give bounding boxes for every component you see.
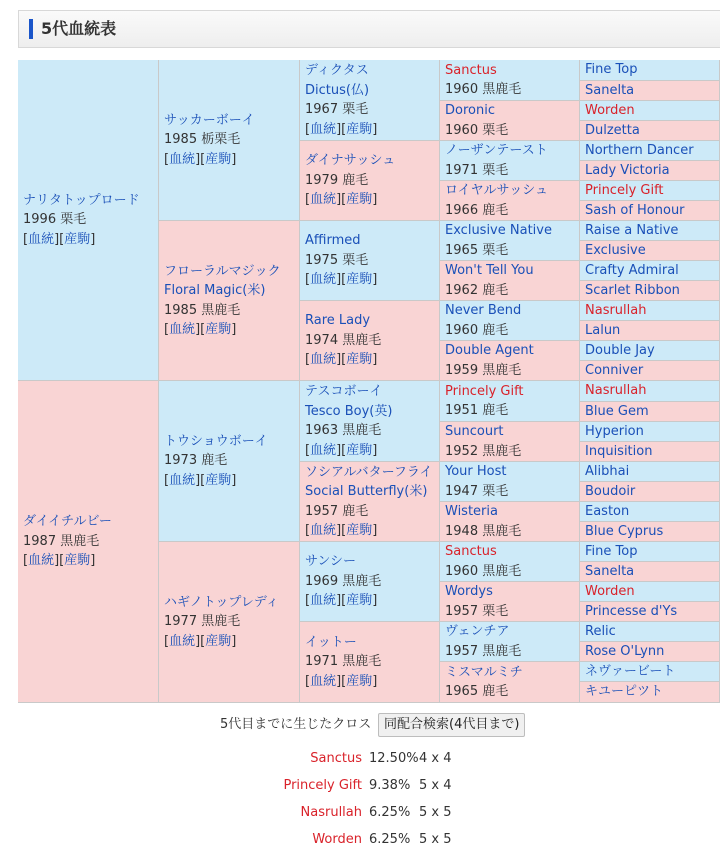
horse-year-coat: 1960 黒鹿毛 bbox=[445, 82, 522, 97]
horse-name-link[interactable]: Boudoir bbox=[585, 483, 636, 499]
pedigree-cell bbox=[580, 141, 720, 161]
horse-name-link[interactable]: トウショウボーイ bbox=[164, 433, 268, 449]
pedigree-cell bbox=[580, 221, 720, 241]
offspring-link[interactable]: 産駒 bbox=[205, 151, 232, 167]
horse-name-link[interactable]: Blue Cyprus bbox=[585, 523, 664, 539]
pedigree-cell bbox=[18, 381, 159, 703]
lineage-link[interactable]: 血統 bbox=[310, 121, 337, 137]
horse-name-link[interactable]: フローラルマジック bbox=[164, 263, 281, 279]
horse-name-link[interactable]: Won't Tell You bbox=[445, 263, 534, 278]
horse-name-link[interactable]: Your Host bbox=[445, 464, 507, 479]
horse-foreign-name-link[interactable]: Floral Magic(米) bbox=[164, 283, 266, 298]
pedigree-cell bbox=[580, 462, 720, 482]
horse-name-link[interactable]: ネヴァービート bbox=[585, 663, 676, 679]
horse-year-coat: 1947 栗毛 bbox=[445, 483, 509, 499]
lineage-link[interactable]: 血統 bbox=[310, 523, 337, 538]
horse-name-link[interactable]: Exclusive bbox=[585, 242, 646, 258]
horse-year-coat: 1979 鹿毛 bbox=[305, 172, 369, 188]
pedigree-cell bbox=[440, 341, 580, 381]
pedigree-cell bbox=[440, 422, 580, 462]
horse-year-coat: 1952 黒鹿毛 bbox=[445, 443, 522, 459]
horse-year-coat: 1960 栗毛 bbox=[445, 122, 509, 138]
offspring-link[interactable]: 産駒 bbox=[346, 442, 373, 458]
horse-links: [血統][産駒] bbox=[23, 553, 96, 569]
horse-name-link[interactable]: ヴェンチア bbox=[445, 624, 510, 639]
horse-name-link[interactable]: Blue Gem bbox=[585, 403, 649, 419]
offspring-link[interactable]: 産駒 bbox=[346, 192, 373, 208]
lineage-link[interactable]: 血統 bbox=[310, 272, 337, 288]
offspring-link[interactable]: 産駒 bbox=[205, 322, 232, 337]
horse-name-link[interactable]: Scarlet Ribbon bbox=[585, 282, 680, 298]
pedigree-cell bbox=[580, 261, 720, 281]
horse-name-link[interactable]: Northern Dancer bbox=[585, 142, 694, 158]
horse-name-link[interactable]: Princely Gift bbox=[585, 182, 664, 198]
pedigree-cell bbox=[580, 642, 720, 662]
cross-generation: 5 x 4 bbox=[419, 778, 452, 793]
horse-year-coat: 1957 鹿毛 bbox=[305, 503, 369, 519]
pedigree-cell bbox=[580, 81, 720, 101]
horse-links: [血統][産駒] bbox=[305, 673, 378, 689]
horse-name-link[interactable]: テスコボーイ bbox=[305, 384, 383, 399]
cross-row bbox=[0, 830, 720, 850]
horse-name-link[interactable]: Double Jay bbox=[585, 342, 655, 358]
page-title: 5代血統表 bbox=[41, 19, 117, 38]
pedigree-cell bbox=[440, 381, 580, 422]
horse-name-link[interactable]: Worden bbox=[585, 102, 635, 118]
pedigree-cell bbox=[300, 462, 440, 542]
horse-name-link[interactable]: Double Agent bbox=[445, 343, 534, 358]
horse-name-link[interactable]: Exclusive Native bbox=[445, 223, 552, 238]
horse-name-link[interactable]: Raise a Native bbox=[585, 222, 679, 238]
horse-year-coat: 1959 黒鹿毛 bbox=[445, 362, 522, 378]
horse-year-coat: 1967 栗毛 bbox=[305, 102, 369, 117]
horse-year-coat: 1971 栗毛 bbox=[445, 162, 509, 178]
pedigree-cell bbox=[440, 622, 580, 662]
horse-year-coat: 1985 栃栗毛 bbox=[164, 132, 241, 148]
horse-links: [血統][産駒] bbox=[164, 322, 237, 337]
horse-name-link[interactable]: Suncourt bbox=[445, 424, 504, 439]
horse-name-link[interactable]: ダイイチルビー bbox=[23, 514, 112, 530]
horse-name-link[interactable]: Sanelta bbox=[585, 82, 635, 98]
horse-name-link[interactable]: ミスマルミチ bbox=[445, 664, 523, 680]
offspring-link[interactable]: 産駒 bbox=[205, 633, 232, 649]
lineage-link[interactable]: 血統 bbox=[310, 673, 337, 689]
horse-links: [血統][産駒] bbox=[305, 121, 378, 137]
horse-name-link[interactable]: Lalun bbox=[585, 322, 621, 338]
horse-name-link[interactable]: Sash of Honour bbox=[585, 202, 685, 218]
cross-generation: 5 x 5 bbox=[419, 805, 452, 820]
pedigree-cell bbox=[440, 221, 580, 261]
horse-year-coat: 1965 栗毛 bbox=[445, 242, 509, 258]
lineage-link[interactable]: 血統 bbox=[310, 192, 337, 208]
pedigree-cell bbox=[18, 60, 159, 381]
horse-name-link[interactable]: Sanctus bbox=[445, 544, 497, 559]
horse-name-link[interactable]: Lady Victoria bbox=[585, 162, 670, 178]
offspring-link[interactable]: 産駒 bbox=[346, 523, 373, 538]
horse-year-coat: 1965 鹿毛 bbox=[445, 684, 509, 699]
pedigree-cell bbox=[580, 381, 720, 402]
cross-row bbox=[0, 749, 720, 769]
horse-year-coat: 1969 黒鹿毛 bbox=[305, 573, 382, 589]
cross-row bbox=[0, 776, 720, 796]
pedigree-cell bbox=[580, 101, 720, 121]
pedigree-cell bbox=[580, 422, 720, 442]
pedigree-table bbox=[18, 60, 720, 703]
horse-links: [血統][産駒] bbox=[164, 151, 237, 167]
pedigree-cell bbox=[159, 542, 300, 703]
horse-links: [血統][産駒] bbox=[305, 272, 378, 288]
horse-year-coat: 1985 黒鹿毛 bbox=[164, 302, 241, 318]
horse-name-link[interactable]: Worden bbox=[585, 583, 635, 599]
pedigree-cell bbox=[580, 301, 720, 321]
pedigree-cell bbox=[440, 261, 580, 301]
cross-generation: 5 x 5 bbox=[419, 832, 452, 847]
horse-name-link[interactable]: サンシー bbox=[305, 554, 357, 570]
pedigree-cell bbox=[440, 662, 580, 703]
horse-links: [血統][産駒] bbox=[305, 442, 378, 458]
lineage-link[interactable]: 血統 bbox=[310, 442, 337, 458]
horse-name-link[interactable]: Rare Lady bbox=[305, 313, 371, 329]
offspring-link[interactable]: 産駒 bbox=[346, 272, 373, 288]
horse-year-coat: 1977 黒鹿毛 bbox=[164, 614, 241, 630]
horse-links: [血統][産駒] bbox=[305, 192, 378, 208]
pedigree-cell bbox=[440, 582, 580, 622]
horse-year-coat: 1957 栗毛 bbox=[445, 603, 509, 619]
horse-foreign-name-link[interactable]: Social Butterfly(米) bbox=[305, 484, 428, 499]
horse-links: [血統][産駒] bbox=[305, 593, 378, 609]
offspring-link[interactable]: 産駒 bbox=[346, 121, 373, 137]
horse-name-link[interactable]: Princesse d'Ys bbox=[585, 603, 678, 619]
horse-name-link[interactable]: Alibhai bbox=[585, 463, 630, 479]
horse-name-link[interactable]: Hyperion bbox=[585, 423, 644, 439]
horse-name-link[interactable]: ノーザンテースト bbox=[445, 143, 548, 158]
horse-year-coat: 1962 鹿毛 bbox=[445, 282, 509, 298]
pedigree-cell bbox=[440, 141, 580, 181]
cross-percentage: 6.25% bbox=[369, 805, 411, 820]
pedigree-cell bbox=[580, 241, 720, 261]
cross-percentage: 9.38% bbox=[369, 778, 411, 793]
horse-name-link[interactable]: Crafty Admiral bbox=[585, 262, 679, 278]
horse-name-link[interactable]: Wordys bbox=[445, 584, 493, 599]
pedigree-cell bbox=[440, 462, 580, 502]
pedigree-cell bbox=[580, 562, 720, 582]
lineage-link[interactable]: 血統 bbox=[169, 633, 196, 649]
pedigree-cell bbox=[580, 341, 720, 361]
pedigree-cell bbox=[440, 60, 580, 101]
pedigree-cell bbox=[580, 682, 720, 703]
header-accent-bar bbox=[29, 19, 33, 39]
cross-horse-link[interactable]: Nasrullah bbox=[300, 805, 362, 820]
horse-links: [血統][産駒] bbox=[23, 231, 96, 247]
pedigree-cell bbox=[580, 402, 720, 422]
horse-name-link[interactable]: Relic bbox=[585, 623, 616, 639]
horse-year-coat: 1948 黒鹿毛 bbox=[445, 523, 522, 539]
same-mating-search-button[interactable]: 同配合検索(4代目まで) bbox=[378, 713, 525, 737]
horse-links: [血統][産駒] bbox=[164, 472, 237, 488]
horse-name-link[interactable]: Princely Gift bbox=[445, 383, 524, 399]
horse-name-link[interactable]: Never Bend bbox=[445, 303, 522, 318]
pedigree-cell bbox=[580, 522, 720, 542]
pedigree-cell bbox=[580, 502, 720, 522]
lineage-link[interactable]: 血統 bbox=[310, 593, 337, 609]
pedigree-cell bbox=[580, 662, 720, 682]
horse-foreign-name-link[interactable]: Tesco Boy(英) bbox=[305, 403, 393, 419]
pedigree-cell bbox=[440, 542, 580, 582]
pedigree-cell bbox=[580, 161, 720, 181]
pedigree-cell bbox=[580, 602, 720, 622]
horse-name-link[interactable]: Dulzetta bbox=[585, 122, 640, 138]
horse-name-link[interactable]: ソシアルバターフライ bbox=[305, 464, 433, 480]
offspring-link[interactable]: 産駒 bbox=[346, 593, 373, 609]
pedigree-cell bbox=[300, 141, 440, 221]
horse-name-link[interactable]: ディクタス bbox=[305, 63, 369, 78]
horse-name-link[interactable]: Doronic bbox=[445, 103, 495, 118]
horse-name-link[interactable]: Fine Top bbox=[585, 62, 638, 78]
pedigree-cell bbox=[300, 542, 440, 622]
pedigree-cell bbox=[580, 121, 720, 141]
cross-row bbox=[0, 803, 720, 823]
pedigree-cell bbox=[580, 201, 720, 221]
cross-horse-link[interactable]: Worden bbox=[312, 832, 362, 847]
horse-name-link[interactable]: Sanctus bbox=[445, 62, 497, 78]
pedigree-cell bbox=[300, 622, 440, 703]
horse-links: [血統][産駒] bbox=[305, 523, 378, 538]
horse-year-coat: 1957 黒鹿毛 bbox=[445, 643, 522, 659]
horse-name-link[interactable]: Rose O'Lynn bbox=[585, 643, 665, 659]
cross-percentage: 6.25% bbox=[369, 832, 411, 847]
cross-generation: 4 x 4 bbox=[419, 751, 452, 766]
horse-name-link[interactable]: イットー bbox=[305, 634, 357, 650]
offspring-link[interactable]: 産駒 bbox=[205, 472, 232, 488]
horse-name-link[interactable]: ロイヤルサッシュ bbox=[445, 183, 548, 198]
horse-name-link[interactable]: Wisteria bbox=[445, 504, 498, 519]
horse-name-link[interactable]: Inquisition bbox=[585, 443, 653, 459]
pedigree-cell bbox=[440, 181, 580, 221]
horse-name-link[interactable]: キユーピツト bbox=[585, 684, 664, 700]
horse-links: [血統][産駒] bbox=[164, 633, 237, 649]
lineage-link[interactable]: 血統 bbox=[169, 472, 196, 488]
pedigree-cell bbox=[300, 381, 440, 462]
lineage-link[interactable]: 血統 bbox=[169, 322, 196, 337]
horse-year-coat: 1973 鹿毛 bbox=[164, 453, 228, 469]
pedigree-cell bbox=[580, 281, 720, 301]
horse-name-link[interactable]: ダイナサッシュ bbox=[305, 153, 396, 169]
pedigree-cell bbox=[440, 101, 580, 141]
horse-year-coat: 1971 黒鹿毛 bbox=[305, 654, 382, 670]
horse-year-coat: 1974 黒鹿毛 bbox=[305, 332, 382, 348]
horse-year-coat: 1987 黒鹿毛 bbox=[23, 533, 100, 549]
cross-horse-link[interactable]: Sanctus bbox=[310, 751, 362, 766]
pedigree-cell bbox=[580, 321, 720, 341]
horse-name-link[interactable]: ハギノトップレディ bbox=[164, 594, 279, 610]
horse-year-coat: 1996 栗毛 bbox=[23, 212, 87, 228]
pedigree-cell bbox=[159, 381, 300, 542]
lineage-link[interactable]: 血統 bbox=[28, 231, 55, 247]
horse-name-link[interactable]: Sanelta bbox=[585, 563, 635, 579]
horse-name-link[interactable]: Fine Top bbox=[585, 543, 638, 559]
lineage-link[interactable]: 血統 bbox=[310, 352, 337, 368]
offspring-link[interactable]: 産駒 bbox=[346, 673, 373, 689]
horse-foreign-name-link[interactable]: Dictus(仏) bbox=[305, 82, 370, 98]
pedigree-cell bbox=[580, 361, 720, 381]
horse-year-coat: 1963 黒鹿毛 bbox=[305, 423, 382, 438]
horse-name-link[interactable]: Easton bbox=[585, 503, 630, 519]
pedigree-cell bbox=[580, 442, 720, 462]
pedigree-cell bbox=[580, 542, 720, 562]
pedigree-cell bbox=[300, 60, 440, 141]
cross-horse-link[interactable]: Princely Gift bbox=[283, 778, 362, 793]
section-header bbox=[18, 10, 720, 48]
cross-percentage: 12.50% bbox=[369, 751, 419, 766]
horse-year-coat: 1960 黒鹿毛 bbox=[445, 563, 522, 579]
pedigree-cell bbox=[580, 482, 720, 502]
horse-name-link[interactable]: Affirmed bbox=[305, 233, 361, 249]
pedigree-cell bbox=[159, 221, 300, 381]
horse-year-coat: 1966 鹿毛 bbox=[445, 202, 509, 218]
horse-name-link[interactable]: Nasrullah bbox=[585, 383, 647, 399]
horse-name-link[interactable]: Conniver bbox=[585, 362, 644, 378]
offspring-link[interactable]: 産駒 bbox=[346, 352, 373, 368]
cross-heading: 5代目までに生じたクロス bbox=[220, 717, 372, 732]
pedigree-cell bbox=[580, 60, 720, 81]
horse-name-link[interactable]: ナリタトップロード bbox=[23, 192, 140, 208]
pedigree-cell bbox=[580, 622, 720, 642]
lineage-link[interactable]: 血統 bbox=[169, 151, 196, 167]
horse-year-coat: 1960 鹿毛 bbox=[445, 322, 509, 338]
offspring-link[interactable]: 産駒 bbox=[64, 231, 91, 247]
pedigree-cell bbox=[440, 502, 580, 542]
pedigree-cell bbox=[580, 181, 720, 201]
pedigree-cell bbox=[159, 60, 300, 221]
pedigree-cell bbox=[580, 582, 720, 602]
horse-links: [血統][産駒] bbox=[305, 352, 378, 368]
pedigree-cell bbox=[300, 221, 440, 301]
offspring-link[interactable]: 産駒 bbox=[64, 553, 91, 569]
lineage-link[interactable]: 血統 bbox=[28, 553, 55, 569]
horse-year-coat: 1975 栗毛 bbox=[305, 252, 369, 268]
pedigree-cell bbox=[440, 301, 580, 341]
horse-name-link[interactable]: サッカーボーイ bbox=[164, 112, 255, 128]
horse-name-link[interactable]: Nasrullah bbox=[585, 302, 647, 318]
horse-year-coat: 1951 鹿毛 bbox=[445, 403, 509, 418]
pedigree-cell bbox=[300, 301, 440, 381]
